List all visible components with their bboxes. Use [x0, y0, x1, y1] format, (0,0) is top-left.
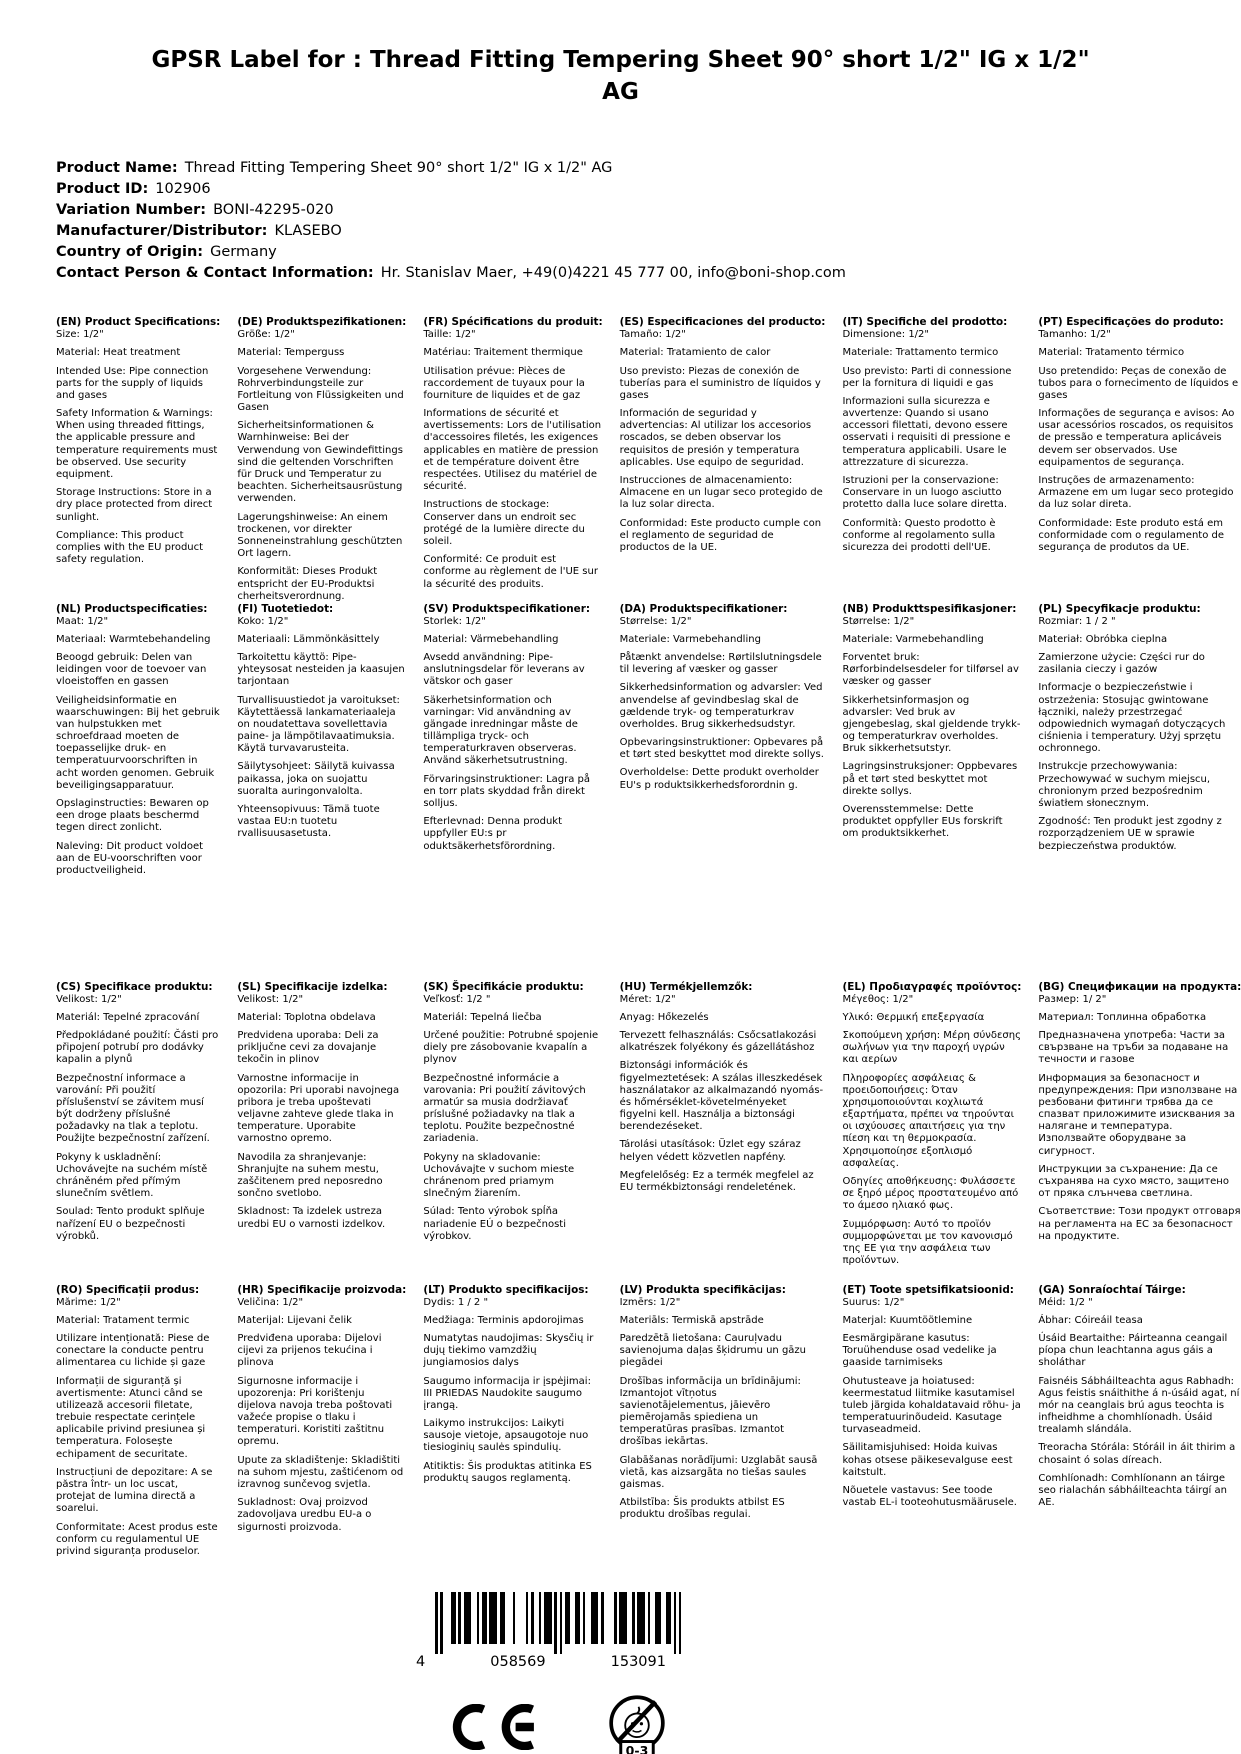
language-spec-cell — [237, 316, 406, 602]
spec-heading: (FR) Spécifications du produit: — [423, 316, 603, 329]
spec-size-line: Tamaño: 1/2" — [619, 329, 686, 341]
language-spec-cell — [423, 981, 602, 1243]
product-info-value: Germany — [210, 244, 277, 261]
spec-paragraph: Materiaali: Lämmönkäsittely — [237, 633, 380, 645]
spec-size-line: Velikost: 1/2" — [237, 993, 304, 1005]
spec-paragraph: Overensstemmelse: Dette produktet oppfyller EUs forskrift om produktsikkerhet. — [842, 804, 1003, 840]
language-spec-cell — [842, 316, 1021, 554]
language-spec-cell — [56, 1284, 220, 1558]
spec-paragraph: Předpokládané použití: Části pro připojení potrubí pro dodávky kapalin a plynů — [56, 1029, 219, 1066]
spec-paragraph: Anyag: Hőkezelés — [619, 1011, 709, 1023]
spec-paragraph: Förvaringsinstruktioner: Lagra på en torr plats skyddad från direkt solljus. — [423, 773, 591, 810]
spec-paragraph: Uso previsto: Parti di connessione per la fornitura di liquidi e gas — [842, 365, 1012, 389]
spec-paragraph: Vorgesehene Verwendung: Rohrverbindungsteile zur Fortleitung von Flüssigkeiten und Gasen — [237, 365, 404, 414]
spec-heading: (EL) Προδιαγραφές προϊόντος: — [842, 980, 1022, 993]
spec-paragraph: Съответствие: Този продукт отговаря на регламента на ЕС за безопасност на продуктите. — [1038, 1206, 1241, 1242]
spec-paragraph: Uso previsto: Piezas de conexión de tuberías para el suministro de líquidos y gases — [619, 365, 821, 401]
language-spec-cell — [620, 316, 826, 554]
product-info-line — [56, 200, 1241, 221]
spec-paragraph: Οδηγίες αποθήκευσης: Φυλάσσετε σε ξηρό μέρος προστατευμένο από το άμεσο ηλιακό φως. — [842, 1176, 1019, 1212]
spec-heading: (PL) Specyfikacje produktu: — [1038, 602, 1201, 615]
spec-size-line: Размер: 1/ 2" — [1038, 993, 1107, 1005]
spec-paragraph: Saugumo informacija ir įspėjimai: III PRIEDAS Naudokite saugumo įrangą. — [423, 1375, 591, 1411]
language-spec-cell — [1038, 603, 1241, 853]
spec-paragraph: Σκοπούμενη χρήση: Μέρη σύνδεσης σωλήνων για την παροχή υγρών και αερίων — [842, 1029, 1021, 1066]
spec-paragraph: Materijal: Lijevani čelik — [237, 1314, 352, 1326]
barcode-digit-group-right: 153091 — [610, 1654, 666, 1671]
spec-paragraph: Atitiktis: Šis produktas atitinka ES produktų saugos reglamentą. — [423, 1460, 592, 1484]
spec-size-line: Storlek: 1/2" — [423, 615, 486, 627]
product-info-value: 102906 — [155, 181, 211, 198]
spec-paragraph: Informações de segurança e avisos: Ao usar acessórios roscados, os requisitos de pressão e temperatura aplicáveis devem ser observados. Use equipamentos de segurança. — [1038, 408, 1235, 468]
spec-paragraph: Påtænkt anvendelse: Rørtilslutningsdele til levering af væsker og gasser — [619, 651, 822, 676]
spec-paragraph: Opbevaringsinstruktioner: Opbevares på et tørt sted beskyttet mod direkte sollys. — [619, 737, 824, 761]
spec-paragraph: Bezpečnostné informácie a varovania: Pri použití závitových armatúr sa musia dodržiavať príslušné požiadavky na tlak a teplotu. Použite bezpečnostné zariadenia. — [423, 1072, 586, 1145]
spec-size-line: Rozmiar: 1 / 2 " — [1038, 615, 1116, 627]
spec-paragraph: Eesmärgipärane kasutus: Toruühenduse osad vedelike ja gaaside tarnimiseks — [842, 1332, 997, 1369]
spec-paragraph: Určené použitie: Potrubné spojenie diely pre zásobovanie kvapalín a plynov — [423, 1029, 599, 1066]
ce-mark-icon — [450, 1704, 540, 1750]
spec-paragraph: Materiaal: Warmtebehandeling — [56, 633, 211, 645]
language-spec-cell — [1038, 981, 1241, 1243]
spec-paragraph: Säkerhetsinformation och varningar: Vid användning av gängade inredningar måste de tillämpliga tryck- och temperaturkraven observeras. Använd säkerhetsutrustning. — [423, 694, 578, 767]
spec-paragraph: Bezpečnostní informace a varování: Při použití příslušenství se závitem musí být dodrženy příslušné požadavky na tlak a teplotu. Použijte bezpečnostní zařízení. — [56, 1072, 210, 1145]
spec-size-line: Taille: 1/2" — [423, 329, 476, 341]
product-info-label: Contact Person & Contact Information: — [56, 265, 374, 282]
barcode-digits — [416, 1654, 682, 1670]
spec-size-line: Dimensione: 1/2" — [842, 329, 930, 341]
product-info-value: Hr. Stanislav Maer, +49(0)4221 45 777 00, info@boni-shop.com — [380, 265, 846, 282]
spec-paragraph: Instructions de stockage: Conserver dans un endroit sec protégé de la lumière directe du soleil. — [423, 499, 585, 547]
spec-paragraph: Pokyny na skladovanie: Uchovávajte v suchom mieste chránenom pred priamym slnečným žiarením. — [423, 1151, 575, 1200]
spec-heading: (PT) Especificações do produto: — [1038, 316, 1224, 329]
spec-heading: (NB) Produkttspesifikasjoner: — [842, 602, 1017, 615]
language-spec-cell — [620, 981, 826, 1194]
spec-heading: (RO) Specificații produs: — [56, 1283, 200, 1296]
spec-size-line: Veľkosť: 1/2 " — [423, 993, 491, 1005]
spec-paragraph: Πληροφορίες ασφάλειας & προειδοποιήσεις: Όταν χρησιμοποιούνται κοχλιωτά εξαρτήματα, πρέπει να τηρούνται οι ισχύουσες απαιτήσεις για την πίεση και τη θερμοκρασία. Χρησιμοποίησε εξοπλισμό ασφαλείας. — [842, 1072, 1014, 1169]
product-info-line — [56, 242, 1241, 263]
spec-paragraph: Súlad: Tento výrobok spĺňa nariadenie EÚ o bezpečnosti výrobkov. — [423, 1206, 566, 1242]
spec-paragraph: Material: Tratamiento de calor — [619, 347, 771, 359]
language-spec-cell — [423, 316, 602, 590]
language-spec-cell — [842, 1284, 1021, 1510]
product-info-line — [56, 221, 1241, 242]
spec-size-line: Suurus: 1/2" — [842, 1296, 905, 1308]
product-info-label: Product ID: — [56, 181, 149, 198]
spec-paragraph: Safety Information & Warnings: When using threaded fittings, the applicable pressure and temperature requirements must be observed. Use security equipment. — [56, 408, 218, 481]
spec-paragraph: Инструкции за съхранение: Да се съхранява на сухо място, защитено от пряка слънчева светлина. — [1038, 1163, 1229, 1200]
spec-heading: (CS) Specifikace produktu: — [56, 980, 213, 993]
language-spec-cell — [237, 981, 406, 1231]
spec-heading: (ET) Toote spetsifikatsioonid: — [842, 1283, 1014, 1296]
spec-paragraph: Forventet bruk: Rørforbindelsesdeler for tilførsel av væsker og gasser — [842, 651, 1019, 688]
barcode-digit-first: 4 — [416, 1654, 426, 1671]
spec-paragraph: Storage Instructions: Store in a dry place protected from direct sunlight. — [56, 487, 213, 523]
product-info-value: KLASEBO — [274, 223, 342, 240]
language-spec-cell — [842, 981, 1021, 1267]
spec-size-line: Maat: 1/2" — [56, 615, 109, 627]
ce-mark — [450, 1704, 540, 1754]
spec-paragraph: Materiāls: Termiskā apstrāde — [619, 1314, 764, 1326]
spec-heading: (HR) Specifikacije proizvoda: — [237, 1283, 407, 1296]
page-title: GPSR Label for : Thread Fitting Tempering Sheet 90° short 1/2" IG x 1/2" AG — [151, 47, 1090, 106]
spec-paragraph: Tervezett felhasználás: Csőcsatlakozási alkatrészek folyékony és gázellátáshoz — [619, 1029, 817, 1054]
product-info-value: Thread Fitting Tempering Sheet 90° short 1/2" IG x 1/2" AG — [184, 160, 613, 177]
spec-paragraph: Tarkoitettu käyttö: Pipe-yhteysosat nesteiden ja kaasujen tarjontaan — [237, 651, 405, 688]
spec-heading: (DE) Produktspezifikationen: — [237, 316, 407, 329]
spec-paragraph: Materiale: Varmebehandling — [842, 633, 984, 645]
language-spec-cell — [56, 603, 220, 877]
product-info-label: Variation Number: — [56, 202, 207, 219]
language-spec-cell — [423, 1284, 602, 1485]
spec-paragraph: Material: Heat treatment — [56, 347, 181, 359]
spec-heading: (NL) Productspecificaties: — [56, 602, 208, 615]
language-spec-cell — [237, 603, 406, 841]
spec-paragraph: Avsedd användning: Pipe-anslutningsdelar för leverans av vätskor och gaser — [423, 651, 585, 688]
age-warning-0-3-icon — [606, 1692, 668, 1754]
spec-paragraph: Conformidade: Este produto está em conformidade com o regulamento de segurança de produtos da UE. — [1038, 517, 1225, 553]
spec-paragraph: Yhteensopivuus: Tämä tuote vastaa EU:n tuotetu rvallisuusasetusta. — [237, 804, 380, 840]
spec-size-line: Størrelse: 1/2" — [842, 615, 915, 627]
spec-heading: (LT) Produkto specifikacijos: — [423, 1283, 589, 1296]
spec-paragraph: Instruções de armazenamento: Armazene em um lugar seco protegido da luz solar direta. — [1038, 475, 1234, 511]
spec-paragraph: Nõuetele vastavus: See toode vastab EL-i tooteohutusmäärusele. — [842, 1485, 1017, 1509]
barcode-bars — [435, 1592, 681, 1654]
language-spec-cell — [620, 1284, 826, 1522]
spec-paragraph: Instrukcje przechowywania: Przechowywać w suchym miejscu, chronionym przed bezpośrednim światłem słonecznym. — [1038, 761, 1211, 810]
spec-paragraph: Drošības informācija un brīdinājumi: Izmantojot vītņotus savienotājelementus, jāievēro piemērojamās spiediena un temperatūras prasības. Izmantot drošības iekārtas. — [619, 1375, 801, 1448]
language-spec-cell — [842, 603, 1021, 841]
spec-paragraph: Glabāšanas norādījumi: Uzglabāt sausā vietā, kas aizsargāta no tiešas saules gaismas. — [619, 1454, 818, 1491]
product-info-line — [56, 263, 1241, 284]
spec-size-line: Méret: 1/2" — [619, 993, 676, 1005]
spec-heading: (BG) Спецификации на продукта: — [1038, 980, 1241, 993]
spec-paragraph: Soulad: Tento produkt splňuje nařízení EU o bezpečnosti výrobků. — [56, 1206, 205, 1242]
spec-paragraph: Opslaginstructies: Bewaren op een droge plaats beschermd tegen direct zonlicht. — [56, 798, 209, 834]
spec-paragraph: Lagringsinstruksjoner: Oppbevares på et tørt sted beskyttet mot direkte sollys. — [842, 761, 1018, 797]
language-spec-cell — [423, 603, 602, 853]
spec-paragraph: Skladnost: Ta izdelek ustreza uredbi EU o varnosti izdelkov. — [237, 1206, 386, 1230]
spec-paragraph: Medžiaga: Terminis apdorojimas — [423, 1314, 584, 1326]
spec-paragraph: Zgodność: Ten produkt jest zgodny z rozporządzeniem UE w sprawie bezpieczeństwa produktów. — [1038, 816, 1222, 852]
spec-paragraph: Úsáid Beartaithe: Páirteanna ceangail píopa chun leachtanna agus gáis a sholáthar — [1038, 1332, 1228, 1369]
spec-paragraph: Material: Värmebehandling — [423, 633, 559, 645]
multilanguage-specifications-grid — [56, 316, 1241, 1558]
spec-paragraph: Intended Use: Pipe connection parts for the supply of liquids and gases — [56, 365, 209, 401]
spec-paragraph: Zamierzone użycie: Części rur do zasilania cieczy i gazów — [1038, 651, 1205, 676]
product-info-line — [56, 179, 1241, 200]
spec-paragraph: Treoracha Stórála: Stóráil in áit thirim a chosaint ó solas díreach. — [1038, 1442, 1236, 1466]
spec-paragraph: Material: Tratament termic — [56, 1314, 190, 1326]
spec-paragraph: Atbilstība: Šis produkts atbilst ES produktu drošības regulai. — [619, 1497, 785, 1521]
spec-paragraph: Materiał: Obróbka cieplna — [1038, 633, 1168, 645]
spec-heading: (ES) Especificaciones del producto: — [619, 316, 826, 329]
spec-paragraph: Lagerungshinweise: An einem trockenen, vor direkter Sonneneinstrahlung geschützten Ort lagern. — [237, 511, 403, 560]
spec-paragraph: Compliance: This product complies with the EU product safety regulation. — [56, 529, 204, 566]
spec-paragraph: Paredzētā lietošana: Cauruļvadu savienojuma daļas šķidrumu un gāzu piegādei — [619, 1332, 806, 1369]
age-warning-mark — [606, 1692, 668, 1754]
spec-paragraph: Efterlevnad: Denna produkt uppfyller EU:s pr oduktsäkerhetsförordning. — [423, 816, 562, 852]
spec-paragraph: Material: Temperguss — [237, 347, 345, 359]
spec-size-line: Velikost: 1/2" — [56, 993, 122, 1005]
conformity-marks — [450, 1692, 668, 1754]
barcode-digit-group-left: 058569 — [490, 1654, 546, 1671]
spec-heading: (FI) Tuotetiedot: — [237, 602, 334, 615]
spec-paragraph: Uso pretendido: Peças de conexão de tubos para o fornecimento de líquidos e gases — [1038, 365, 1239, 401]
ean13-barcode — [416, 1592, 682, 1671]
spec-paragraph: Materiál: Tepelná liečba — [423, 1011, 542, 1023]
language-spec-cell — [620, 603, 826, 792]
spec-paragraph: Tárolási utasítások: Üzlet egy száraz helyen védett közvetlen napfény. — [619, 1139, 801, 1163]
spec-paragraph: Informations de sécurité et avertissements: Lors de l'utilisation d'accessoires filetés, les exigences applicables en matière de pression et de température doivent être respectées. Utilisez du matériel de sécurité. — [423, 408, 602, 493]
spec-size-line: Izmērs: 1/2" — [619, 1296, 681, 1308]
spec-paragraph: Conformitate: Acest produs este conform cu regulamentul UE privind siguranța produselor. — [56, 1521, 218, 1557]
spec-paragraph: Predvidena uporaba: Deli za priključne cevi za dovajanje tekočin in plinov — [237, 1029, 379, 1066]
spec-paragraph: Conformité: Ce produit est conforme au règlement de l'UE sur la sécurité des produits. — [423, 554, 598, 590]
spec-size-line: Veličina: 1/2" — [237, 1296, 304, 1308]
spec-paragraph: Conformidad: Este producto cumple con el reglamento de seguridad de productos de la UE. — [619, 517, 822, 553]
spec-paragraph: Informazioni sulla sicurezza e avvertenze: Quando si usano accessori filettati, devono essere osservati i requisiti di pressione e temperatura applicabili. Usare le attrezzature di sicurezza. — [842, 395, 1011, 468]
spec-paragraph: Materiale: Trattamento termico — [842, 347, 999, 359]
spec-paragraph: Conformità: Questo prodotto è conforme al regolamento sulla sicurezza dei prodotti dell'UE. — [842, 517, 996, 553]
spec-paragraph: Informații de siguranță și avertismente: Atunci când se utilizează accesorii filetate, trebuie respectate cerințele aplicabile privind presiunea și temperatura. Folosește echipament de securitate. — [56, 1375, 206, 1460]
spec-paragraph: Varnostne informacije in opozorila: Pri uporabi navojnega pribora je treba upoštevati veljavne zahteve glede tlaka in temperature. Uporabite varnostno opremo. — [237, 1072, 400, 1145]
spec-size-line: Koko: 1/2" — [237, 615, 289, 627]
spec-paragraph: Biztonsági információk és figyelmeztetések: A szálas illeszkedések használatakor az alkalmazandó nyomás- és hőmérséklet-követelményeket figyelni kell. Használja a biztonsági berendezéseket. — [619, 1060, 824, 1133]
spec-paragraph: Säilytysohjeet: Säilytä kuivassa paikassa, joka on suojattu suoralta auringonvalolta. — [237, 761, 395, 797]
spec-size-line: Tamanho: 1/2" — [1038, 329, 1111, 341]
spec-paragraph: Información de seguridad y advertencias: Al utilizar los accesorios roscados, se deben observar los requisitos de presión y temperatura aplicables. Use equipo de seguridad. — [619, 408, 812, 468]
spec-paragraph: Material: Toplotna obdelava — [237, 1011, 376, 1023]
label-footer — [0, 1592, 1179, 1754]
spec-size-line: Størrelse: 1/2" — [619, 615, 692, 627]
spec-paragraph: Comhlíonadh: Comhlíonann an táirge seo rialachán sábháilteachta táirgí an AE. — [1038, 1472, 1227, 1509]
product-info-line — [56, 158, 1241, 179]
spec-paragraph: Numatytas naudojimas: Skysčių ir dujų tiekimo vamzdžių jungiamosios dalys — [423, 1332, 594, 1369]
spec-heading: (LV) Produkta specifikācijas: — [619, 1283, 786, 1296]
spec-size-line: Mărime: 1/2" — [56, 1296, 121, 1308]
spec-paragraph: Ábhar: Cóireáil teasa — [1038, 1314, 1143, 1326]
product-info-block — [56, 158, 1241, 284]
spec-size-line: Größe: 1/2" — [237, 329, 295, 341]
spec-heading: (SK) Špecifikácie produktu: — [423, 980, 584, 993]
spec-paragraph: Συμμόρφωση: Αυτό το προϊόν συμμορφώνεται με τον κανονισμό της ΕΕ για την ασφάλεια των προϊόντων. — [842, 1218, 1013, 1267]
spec-paragraph: Predviđena uporaba: Dijelovi cijevi za prijenos tekućina i plinova — [237, 1332, 382, 1369]
spec-paragraph: Sicherheitsinformationen & Warnhinweise: Bei der Verwendung von Gewindefittings sind die geltenden Vorschriften für Druck und Temperatur zu beachten. Sicherheitsausrüstung verwenden. — [237, 420, 403, 505]
spec-paragraph: Materiál: Tepelné zpracování — [56, 1011, 200, 1023]
spec-paragraph: Faisnéis Sábháilteachta agus Rabhadh: Agus feistis snáithithe á n-úsáid agat, ní mór na ceanglais brú agus teochta is infheidhme a chomhlíonadh. Úsáid trealamh slándála. — [1038, 1375, 1240, 1436]
spec-heading: (DA) Produktspecifikationer: — [619, 602, 788, 615]
spec-paragraph: Instrucțiuni de depozitare: A se păstra într- un loc uscat, protejat de lumina directă a soarelui. — [56, 1466, 213, 1515]
language-spec-cell — [1038, 316, 1241, 554]
spec-paragraph: Utilisation prévue: Pièces de raccordement de tuyaux pour la fourniture de liquides et de gaz — [423, 365, 585, 401]
language-spec-cell — [56, 316, 220, 566]
spec-heading: (SL) Specifikacije izdelka: — [237, 980, 388, 993]
spec-paragraph: Informacje o bezpieczeństwie i ostrzeżenia: Stosując gwintowane łączniki, należy przestrzegać odpowiednich wymagań dotyczących ciśnienia i temperatury. Użyj sprzętu ochronnego. — [1038, 682, 1226, 755]
spec-paragraph: Naleving: Dit product voldoet aan de EU-voorschriften voor productveiligheid. — [56, 840, 204, 876]
spec-paragraph: Upute za skladištenje: Skladištiti na suhom mjestu, zaštićenom od izravnog sunčevog svjetla. — [237, 1454, 404, 1491]
spec-paragraph: Veiligheidsinformatie en waarschuwingen: Bij het gebruik van hulpstukken met schroefdraad moeten de toepasselijke druk- en temperatuurvoorschriften in acht worden genomen. Gebruik beveiligingsapparatuur. — [56, 694, 220, 791]
language-spec-cell — [237, 1284, 406, 1534]
spec-size-line: Size: 1/2" — [56, 329, 104, 341]
spec-paragraph: Materjal: Kuumtöötlemine — [842, 1314, 973, 1326]
spec-paragraph: Utilizare intenționată: Piese de conectare la conducte pentru alimentarea cu lichide și gaze — [56, 1332, 210, 1369]
age-warning-label: 0-3 — [625, 1742, 648, 1754]
spec-paragraph: Sigurnosne informacije i upozorenja: Pri korištenju dijelova navoja treba poštovati važeće propise o tlaku i temperaturi. Koristiti zaštitnu opremu. — [237, 1375, 393, 1448]
spec-paragraph: Megfelelőség: Ez a termék megfelel az EU termékbiztonsági rendeletének. — [619, 1169, 814, 1194]
spec-paragraph: Overholdelse: Dette produkt overholder EU's p roduktsikkerhedsforordnin g. — [619, 767, 819, 791]
spec-heading: (EN) Product Specifications: — [56, 316, 221, 329]
spec-heading: (HU) Termékjellemzők: — [619, 980, 753, 993]
spec-paragraph: Material: Tratamento térmico — [1038, 347, 1185, 359]
spec-paragraph: Turvallisuustiedot ja varoitukset: Käytettäessä lankamateriaaleja on noudatettava sovellettavia paine- ja lämpötilavaatimuksia. Käytä turvavarusteita. — [237, 694, 400, 755]
language-spec-cell — [1038, 1284, 1241, 1510]
spec-paragraph: Υλικό: Θερμική επεξεργασία — [842, 1011, 985, 1023]
spec-heading: (IT) Specifiche del prodotto: — [842, 316, 1008, 329]
spec-size-line: Méid: 1/2 " — [1038, 1296, 1093, 1308]
spec-paragraph: Pokyny k uskladnění: Uchovávejte na suchém místě chráněném před přímým slunečním světlem. — [56, 1151, 208, 1200]
spec-paragraph: Sukladnost: Ovaj proizvod zadovoljava uredbu EU-a o sigurnosti proizvoda. — [237, 1497, 372, 1533]
spec-paragraph: Säilitamisjuhised: Hoida kuivas kohas otsese päikesevalguse eest kaitstult. — [842, 1442, 1013, 1478]
spec-paragraph: Sikkerhedsinformation og advarsler: Ved anvendelse af gevindbeslag skal de gældende tryk- og temperaturkrav overholdes. Brug sikkerhedsudstyr. — [619, 682, 823, 730]
product-info-label: Country of Origin: — [56, 244, 204, 261]
spec-paragraph: Laikymo instrukcijos: Laikyti sausoje vietoje, apsaugotoje nuo tiesioginių saulės spindulių. — [423, 1418, 589, 1454]
spec-size-line: Dydis: 1 / 2 " — [423, 1296, 489, 1308]
spec-paragraph: Информация за безопасност и предупреждения: При използване на резбовани фитинги трябва да се спазват приложимите изисквания за налягане и температура. Използвайте оборудване за сигурност. — [1038, 1072, 1238, 1157]
spec-paragraph: Sikkerhetsinformasjon og advarsler: Ved bruk av gjengebeslag, skal gjeldende trykk- og temperaturkrav overholdes. Bruk sikkerhetsutstyr. — [842, 694, 1021, 755]
spec-paragraph: Предназначена употреба: Части за свързване на тръби за подаване на течности и газове — [1038, 1029, 1229, 1066]
spec-paragraph: Navodila za shranjevanje: Shranjujte na suhem mestu, zaščitenem pred neposredno sončno svetlobo. — [237, 1151, 383, 1200]
spec-heading: (SV) Produktspecifikationer: — [423, 602, 590, 615]
language-spec-cell — [56, 981, 220, 1243]
spec-paragraph: Materiale: Varmebehandling — [619, 633, 761, 645]
spec-paragraph: Konformität: Dieses Produkt entspricht der EU-Produktsi cherheitsverordnung. — [237, 566, 378, 602]
spec-paragraph: Matériau: Traitement thermique — [423, 347, 583, 359]
spec-paragraph: Istruzioni per la conservazione: Conservare in un luogo asciutto protetto dalla luce solare diretta. — [842, 475, 1008, 511]
product-info-label: Product Name: — [56, 160, 178, 177]
spec-paragraph: Ohutusteave ja hoiatused: keermestatud liitmike kasutamisel tuleb järgida kohaldatavaid rõhu- ja temperatuurinõudeid. Kasutage turvaseadmeid. — [842, 1375, 1021, 1436]
spec-heading: (GA) Sonraíochtaí Táirge: — [1038, 1283, 1186, 1296]
spec-paragraph: Instrucciones de almacenamiento: Almacene en un lugar seco protegido de la luz solar directa. — [619, 475, 823, 511]
product-info-label: Manufacturer/Distributor: — [56, 223, 268, 240]
spec-paragraph: Материал: Топлинна обработка — [1038, 1011, 1207, 1023]
spec-size-line: Μέγεθος: 1/2" — [842, 993, 914, 1005]
product-info-value: BONI-42295-020 — [213, 202, 334, 219]
spec-paragraph: Beoogd gebruik: Delen van leidingen voor de toevoer van vloeistoffen en gassen — [56, 651, 207, 688]
